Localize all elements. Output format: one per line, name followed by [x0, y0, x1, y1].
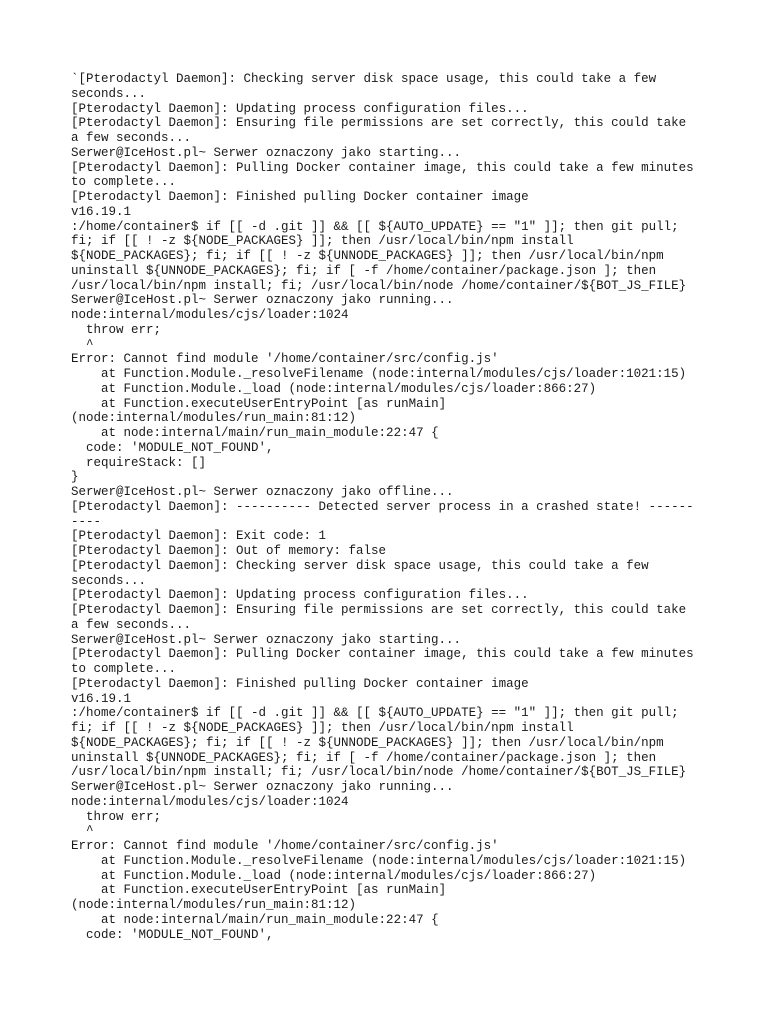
console-line: `[Pterodactyl Daemon]: Checking server disk space usage, this could take a few seconds... — [71, 72, 664, 101]
console-line: [Pterodactyl Daemon]: Pulling Docker container image, this could take a few minutes to complete... — [71, 647, 702, 676]
console-line: [Pterodactyl Daemon]: Out of memory: false — [71, 544, 387, 558]
console-line: code: 'MODULE_NOT_FOUND', — [71, 927, 274, 942]
console-line: Serwer@IceHost.pl~ Serwer oznaczony jako running... — [71, 780, 454, 794]
console-line: v16.19.1 — [71, 691, 132, 706]
console-line: Serwer@IceHost.pl~ Serwer oznaczony jako offline... — [71, 485, 454, 499]
console-output — [71, 72, 701, 942]
console-line: v16.19.1 — [71, 204, 132, 219]
console-line: :/home/container$ if [[ -d .git ]] && [[ ${AUTO_UPDATE} == "1" ]]; then git pull; fi; if [[ ! -z ${NODE_PACKAGES} ]]; then /usr/local/bin/npm install ${NODE_PACKAGES}; fi; if [[ ! -z ${UNNODE_PACKAGES} ]]; then /usr/local/bin/npm uninstall ${UNNODE_PACKAGES}; fi; if [ -f /home/container/package.json ]; then /usr/local/bin/npm install; fi; /usr/local/bin/node /home/container/${BOT_JS_FILE} — [71, 706, 687, 780]
console-line: ^ — [71, 824, 94, 839]
console-line: at Function.Module._resolveFilename (node:internal/modules/cjs/loader:1021:15) — [71, 367, 687, 381]
console-line: at node:internal/main/run_main_module:22:47 { — [71, 426, 439, 440]
console-line: [Pterodactyl Daemon]: Finished pulling Docker container image — [71, 676, 529, 691]
console-line: at Function.executeUserEntryPoint [as runMain] (node:internal/modules/run_main:81:12) — [71, 396, 454, 426]
console-line: at Function.Module._resolveFilename (node:internal/modules/cjs/loader:1021:15) — [71, 853, 687, 868]
console-line: Error: Cannot find module '/home/container/src/config.js' — [71, 839, 499, 853]
console-line: [Pterodactyl Daemon]: Ensuring file permissions are set correctly, this could take a few seconds... — [71, 603, 694, 632]
console-line: [Pterodactyl Daemon]: Ensuring file permissions are set correctly, this could take a few seconds... — [71, 116, 694, 145]
console-line: Serwer@IceHost.pl~ Serwer oznaczony jako running... — [71, 293, 454, 308]
console-line: Serwer@IceHost.pl~ Serwer oznaczony jako starting... — [71, 145, 462, 160]
console-line: at Function.Module._load (node:internal/modules/cjs/loader:866:27) — [71, 381, 597, 396]
console-line: [Pterodactyl Daemon]: Finished pulling Docker container image — [71, 190, 529, 204]
console-line: Serwer@IceHost.pl~ Serwer oznaczony jako starting... — [71, 632, 462, 647]
console-line: throw err; — [71, 809, 162, 824]
console-line: node:internal/modules/cjs/loader:1024 — [71, 308, 349, 322]
console-line: } — [71, 470, 79, 485]
console-line: code: 'MODULE_NOT_FOUND', — [71, 440, 274, 455]
console-line: throw err; — [71, 322, 162, 337]
console-line: at Function.executeUserEntryPoint [as runMain] (node:internal/modules/run_main:81:12) — [71, 883, 454, 912]
console-line: [Pterodactyl Daemon]: Checking server disk space usage, this could take a few seconds... — [71, 558, 657, 588]
console-line: [Pterodactyl Daemon]: ---------- Detected server process in a crashed state! ---------- — [71, 499, 694, 529]
console-line: :/home/container$ if [[ -d .git ]] && [[ ${AUTO_UPDATE} == "1" ]]; then git pull; fi; if [[ ! -z ${NODE_PACKAGES} ]]; then /usr/local/bin/npm install ${NODE_PACKAGES}; fi; if [[ ! -z ${UNNODE_PACKAGES} ]]; then /usr/local/bin/npm uninstall ${UNNODE_PACKAGES}; fi; if [ -f /home/container/package.json ]; then /usr/local/bin/npm install; fi; /usr/local/bin/node /home/container/${BOT_JS_FILE} — [71, 219, 687, 293]
console-line: at node:internal/main/run_main_module:22:47 { — [71, 912, 439, 927]
console-line: requireStack: [] — [71, 455, 207, 470]
console-line: Error: Cannot find module '/home/container/src/config.js' — [71, 352, 499, 367]
console-line: at Function.Module._load (node:internal/modules/cjs/loader:866:27) — [71, 868, 597, 883]
console-line: [Pterodactyl Daemon]: Updating process configuration files... — [71, 101, 529, 116]
console-line: ^ — [71, 337, 94, 352]
console-line: node:internal/modules/cjs/loader:1024 — [71, 794, 349, 809]
console-line: [Pterodactyl Daemon]: Pulling Docker container image, this could take a few minutes to complete... — [71, 160, 702, 190]
console-line: [Pterodactyl Daemon]: Exit code: 1 — [71, 529, 327, 544]
console-line: [Pterodactyl Daemon]: Updating process configuration files... — [71, 588, 529, 603]
